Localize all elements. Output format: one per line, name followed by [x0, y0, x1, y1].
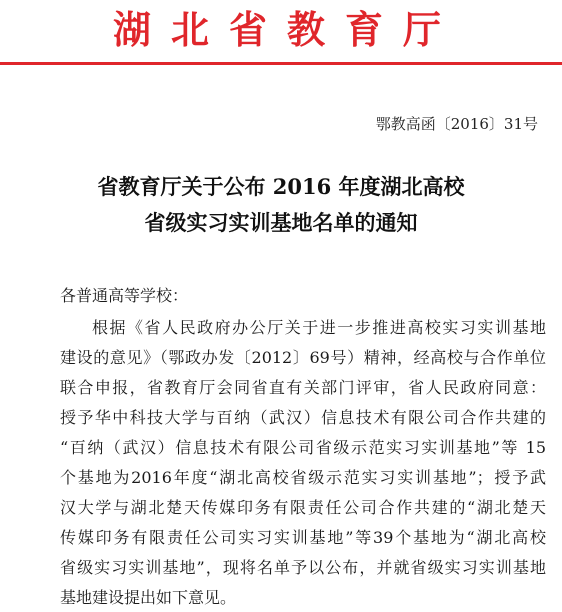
body-line-1: 根据《省人民政府办公厅关于进一步推进高校实习实训基地	[92, 318, 546, 337]
letterhead-red-rule	[0, 62, 562, 65]
document-title-line-1: 省教育厅关于公布 2016 年度湖北高校	[97, 174, 465, 199]
body-line-2: 建设的意见》（鄂政办发〔2012〕69号）精神，经高校与合作单位	[60, 348, 546, 367]
body-line-10: 基地建设提出如下意见。	[60, 588, 237, 607]
document-number: 鄂教高函〔2016〕31号	[375, 115, 538, 133]
document-title-line-2: 省级实习实训基地名单的通知	[144, 210, 418, 235]
salutation: 各普通高等学校：	[60, 286, 189, 305]
body-line-7: 汉大学与湖北楚天传媒印务有限责任公司合作共建的“湖北楚天	[60, 498, 546, 517]
body-line-4: 授予华中科技大学与百纳（武汉）信息技术有限公司合作共建的	[60, 408, 546, 427]
body-line-5: “百纳（武汉）信息技术有限公司省级示范实习实训基地”等 15	[60, 438, 546, 457]
body-line-8: 传媒印务有限责任公司实习实训基地”等39个基地为“湖北高校	[60, 528, 546, 547]
body-line-3: 联合申报，省教育厅会同省直有关部门评审，省人民政府同意：	[60, 378, 546, 397]
body-line-6: 个基地为2016年度“湖北高校省级示范实习实训基地”；授予武	[60, 468, 546, 487]
body-line-9: 省级实习实训基地”，现将名单予以公布，并就省级实习实训基地	[60, 558, 546, 577]
letterhead-title: 湖北省教育厅	[112, 8, 461, 52]
